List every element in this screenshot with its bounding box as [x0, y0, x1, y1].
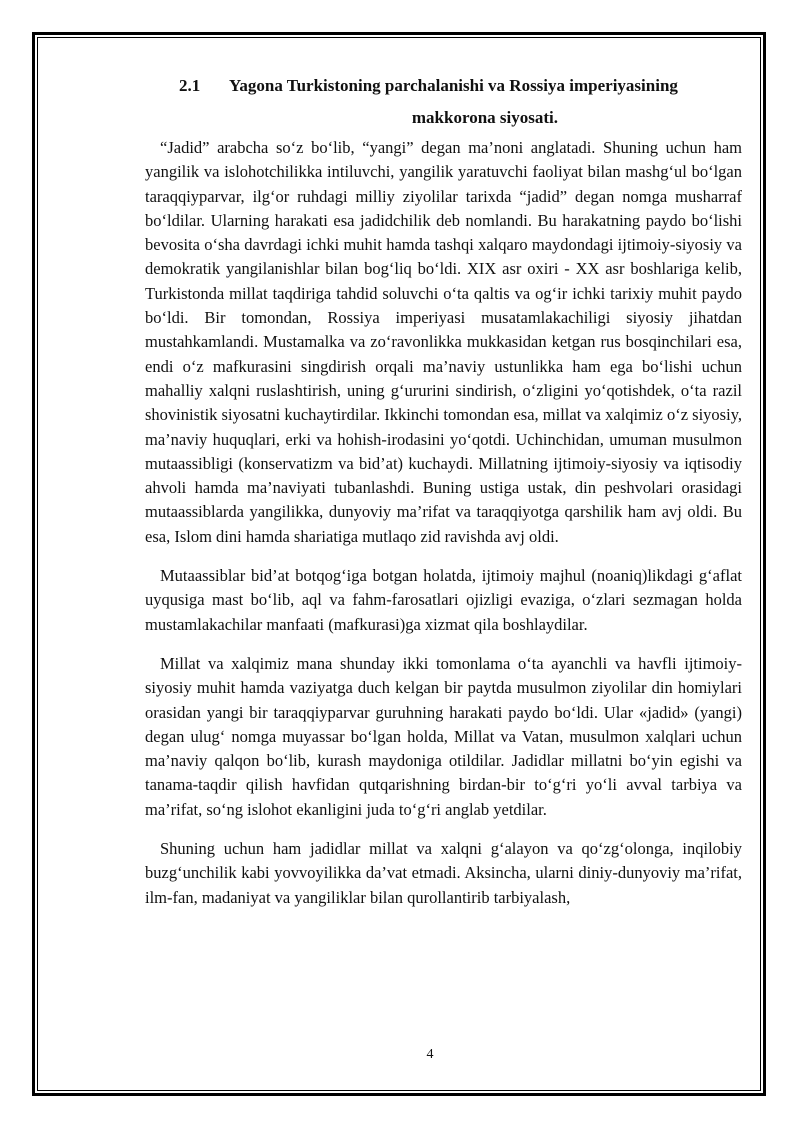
section-title-line-1: Yagona Turkistoning parchalanishi va Rossiya imperiyasining — [229, 76, 678, 95]
paragraph-3: Millat va xalqimiz mana shunday ikki tomonlama o‘ta ayanchli va havfli ijtimoiy-siyosiy muhit hamda vaziyatga duch kelgan bir paytda musulmon ziyolilar din homiylari orasidan yangi bir taraqqiyparvar guruhning harakati paydo bo‘ldi. Ular «jadid» (yangi) degan ulug‘ nomga muyassar bo‘lgan holda, Millat va Vatan, musulmon xalqlari uchun ma’naviy qalqon bo‘lib, kurash maydoniga otildilar. Jadidlar millatni bo‘yin egishi va tanama-taqdir qilish havfidan qutqarishning birdan-bir to‘g‘ri yo‘li avval tarbiya va ma’rifat, so‘ng islohot ekanligini juda to‘g‘ri anglab yetdilar. — [145, 653, 742, 819]
paragraph-2: Mutaassiblar bid’at botqog‘iga botgan holatda, ijtimoiy majhul (noaniq)likdagi g‘aflat uyqusiga mast bo‘lib, aql va fahm-farosatlari ojizligi evaziga, o‘zlari sezmagan holda mustamlakachilar manfaati (mafkurasi)ga xizmat qila boshlaydilar. — [145, 566, 742, 634]
page-number: 4 — [426, 1047, 434, 1062]
section-heading — [145, 70, 742, 134]
paragraph-4: Shuning uchun ham jadidlar millat va xalqni g‘alayon va qo‘zg‘olonga, inqilobiy buzg‘unchilik kabi yovvoyilikka da’vat etmadi. Aksincha, ularni diniy-dunyoviy ma’rifat, ilm-fan, madaniyat va yangiliklar bilan qurollantirib tarbiyalash, — [145, 839, 742, 907]
paragraph-1: “Jadid” arabcha so‘z bo‘lib, “yangi” degan ma’noni anglatadi. Shuning uchun ham yangilik va islohotchilikka intiluvchi, yangilik yaratuvchi faoliyat bilan mashg‘ul bo‘lgan taraqqiyparvar, ilg‘or ruhdagi milliy ziyolilar tarixda “jadid” degan nomga musharraf bo‘ldilar. Ularning harakati esa jadidchilik deb nomlandi. Bu harakatning paydo bo‘lishi bevosita o‘sha davrdagi ichki muhit hamda tashqi xalqaro maydondagi ijtimoiy-siyosiy va demokratik yangilanishlar bilan bog‘liq bo‘ldi. XIX asr oxiri - XX asr boshlariga kelib, Turkistonda millat taqdiriga tahdid soluvchi o‘ta qaltis va og‘ir ichki tarixiy muhit paydo bo‘ldi. Bir tomondan, Rossiya imperiyasi musatamlakachiligi siyosiy jihatdan mustahkamlandi. Mustamalka va zo‘ravonlikka mukkasidan ketgan rus bosqinchilari esa, endi o‘z mafkurasini singdirish orqali ma’naviy ustunlikka ham ega bo‘lishi uchun mahalliy xalqni ruslashtirish, uning g‘ururini sindirish, o‘zligini yo‘qotishdek, o‘ta razil shovinistik siyosatni kuchaytirdilar. Ikkinchi tomondan esa, millat va xalqimiz o‘z siyosiy, ma’naviy huquqlari, erki va hohish-irodasini yo‘qotdi. Uchinchidan, umuman musulmon mutaassibligi (konservatizm va bid’at) kuchaydi. Millatning ijtimoiy-siyosiy va iqtisodiy ahvoli hamda ma’naviyati tubanlashdi. Buning ustiga ustak, din peshvolari orasidagi mutaassiblarda yangilikka, dunyoviy ma’rifat va taraqqiyotga qarshilik ham avj oldi. Bu esa, Islom dini hamda shariatiga mutlaqo zid ravishda avj oldi. — [145, 138, 742, 546]
section-number: 2.1 — [179, 76, 201, 95]
document-body — [145, 70, 742, 925]
section-heading-line-1 — [145, 70, 742, 102]
section-title-line-2: makkorona siyosati. — [411, 108, 558, 127]
